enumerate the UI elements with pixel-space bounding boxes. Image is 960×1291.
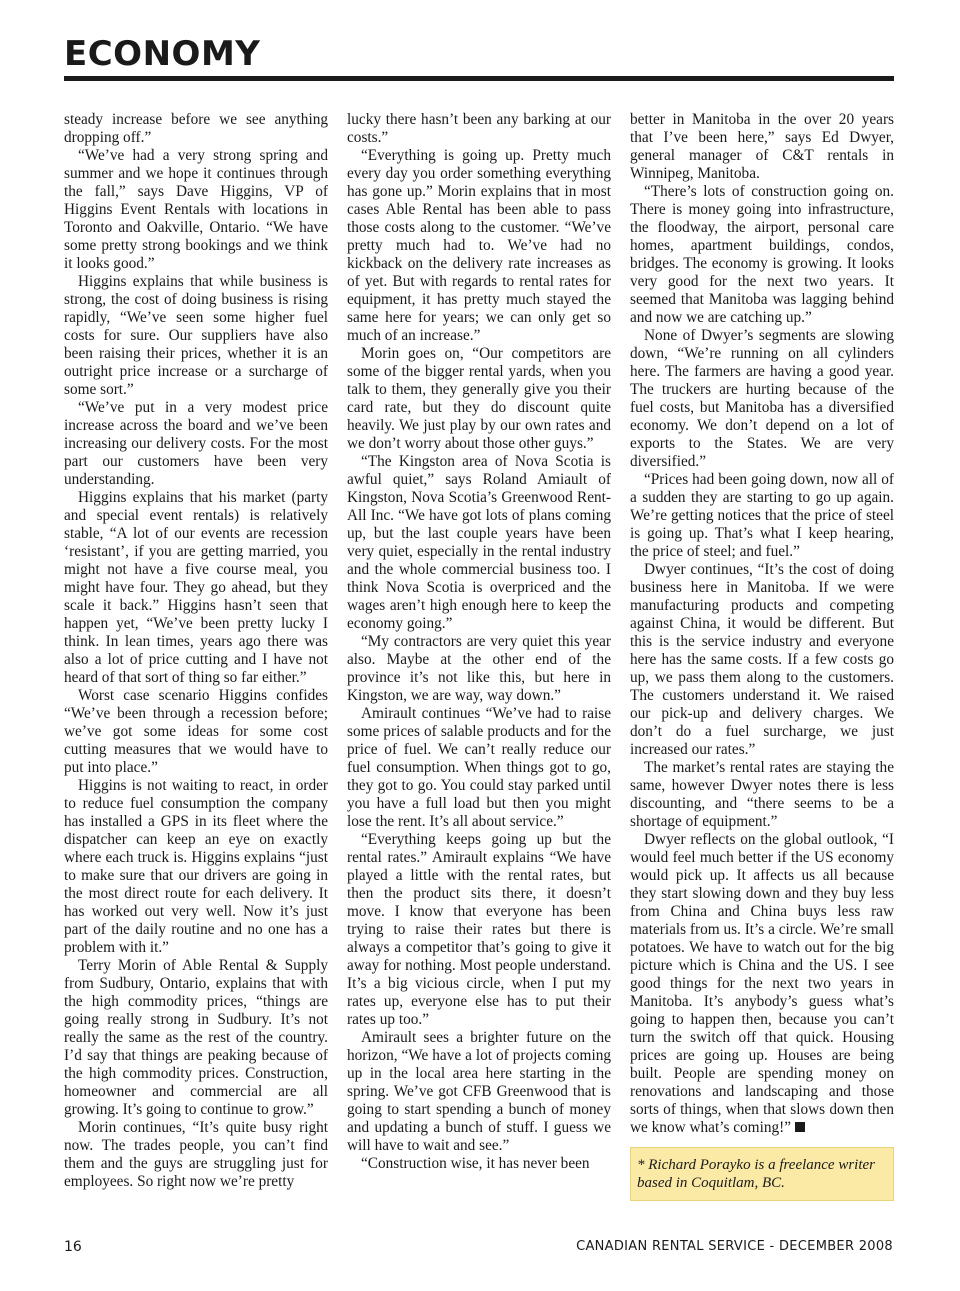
article-paragraph [64, 147, 328, 273]
article-paragraph [64, 273, 328, 399]
article-paragraph [64, 777, 328, 957]
paragraph-text: “My contractors are very quiet this year also. Maybe at the other end of the province it’s not like this, but here in Kingston, we are way, way down.” [347, 633, 611, 704]
article-paragraph [347, 633, 611, 705]
paragraph-text: “Prices had been going down, now all of a sudden they are starting to go up again. We’re getting notices that the price of steel is going up. That’s what I keep hearing, the price of steel; and fuel.” [630, 471, 894, 560]
article-paragraph [347, 1029, 611, 1155]
paragraph-text: Morin continues, “It’s quite busy right now. The trades people, you can’t find them and the guys are struggling just for employees. So right now we’re pretty [64, 1119, 328, 1190]
paragraph-text: Terry Morin of Able Rental & Supply from Sudbury, Ontario, explains that with the high commodity prices, “things are going really strong in Sudbury. It’s not really the same as the rest of the country. I’d say that things are peaking because of the high commodity prices. Construction, homeowner and commercial are all growing. It’s going to continue to grow.” [64, 957, 328, 1118]
paragraph-text: Dwyer reflects on the global outlook, “I would feel much better if the US economy would pick up. It affects us all because they start slowing down and they buy less from China and China buys less raw materials from us. It’s a circle. We’re small potatoes. We have to watch out for the big picture which is China and the US. I see good things for the next two years in Manitoba. It’s anybody’s guess what’s going to happen then, because you can’t turn the switch off that quick. Housing prices are going up. Houses are being built. People are spending money on renovations and landscaping and those sorts of things, when that slows down then we know what’s coming!” [630, 831, 894, 1136]
header-rule [64, 76, 894, 81]
publication-footer: CANADIAN RENTAL SERVICE - DECEMBER 2008 [576, 1239, 893, 1254]
paragraph-text: “We’ve put in a very modest price increase across the board and we’ve been increasing our delivery costs. For the most part our customers have been very understanding. [64, 399, 328, 488]
paragraph-text: “Construction wise, it has never been [361, 1155, 590, 1172]
paragraph-text: lucky there hasn’t been any barking at our costs.” [347, 111, 611, 146]
author-note: * Richard Porayko is a freelance writer based in Coquitlam, BC. [637, 1157, 876, 1191]
article-paragraph [64, 489, 328, 687]
paragraph-text: Worst case scenario Higgins confides “We’ve been through a recession before; we’ve got some ideas for some cost cutting measures that we would have to put into place.” [64, 687, 328, 776]
article-column-1 [64, 111, 328, 1191]
article-paragraph [630, 561, 894, 759]
article-paragraph [347, 147, 611, 345]
paragraph-text: Amirault sees a brighter future on the horizon, “We have a lot of projects coming up in the local area here starting in the spring. We’ve got CFB Greenwood that is going to start spending a bunch of money and updating a bunch of stuff. I guess we will have to wait and see.” [347, 1029, 611, 1154]
paragraph-text: Morin goes on, “Our competitors are some of the bigger rental yards, when you talk to them, they generally give you their card rate, but they do discount quite heavily. We just play by our own rates and we don’t worry about those other guys.” [347, 345, 611, 452]
paragraph-text: The market’s rental rates are staying the same, however Dwyer notes there is less discounting, and “there seems to be a shortage of equipment.” [630, 759, 894, 830]
article-column-3 [630, 111, 894, 1201]
article-paragraph [64, 111, 328, 147]
section-title: ECONOMY [64, 34, 261, 74]
article-paragraph [64, 1119, 328, 1191]
article-paragraph [347, 453, 611, 633]
paragraph-text: Higgins explains that while business is strong, the cost of doing business is rising rapidly, “We’ve seen some higher fuel costs for sure. Our suppliers have also been raising their prices, whether it is an outright price increase or a surcharge of some sort.” [64, 273, 328, 398]
article-paragraph [64, 687, 328, 777]
article-column-3-paragraphs [630, 111, 894, 1137]
paragraph-text: “Everything keeps going up but the rental rates.” Amirault explains “We have played a little with the rental rates, but then the product sits there, it doesn’t move. I know that everyone has been trying to raise their rates but there is always a competitor that’s going to give it away for nothing. Most people understand. It’s a big vicious circle, when I put my rates up, everyone else has to put their rates up too.” [347, 831, 611, 1028]
article-paragraph [347, 705, 611, 831]
paragraph-text: None of Dwyer’s segments are slowing down, “We’re running on all cylinders here. The farmers are having a good year. The truckers are hurting because of the fuel costs, but Manitoba has a diversified economy. We don’t depend on a lot of exports to the States. We are very diversified.” [630, 327, 894, 470]
article-paragraph [347, 345, 611, 453]
paragraph-text: Higgins explains that his market (party and special event rentals) is relatively stable, “A lot of our events are recession ‘resistant’, if you are getting married, you might not have a five course meal, you might have four. They go ahead, but they scale it back.” Higgins hasn’t seen that happen yet, “We’ve been pretty lucky I think. In lean times, years ago there was also a lot of price cutting and I have not heard of that sort of thing so far either.” [64, 489, 328, 686]
paragraph-text: better in Manitoba in the over 20 years that I’ve been here,” says Ed Dwyer, general manager of C&T rentals in Winnipeg, Manitoba. [630, 111, 894, 182]
article-paragraph [630, 831, 894, 1137]
paragraph-text: steady increase before we see anything dropping off.” [64, 111, 328, 146]
paragraph-text: “We’ve had a very strong spring and summer and we hope it continues through the fall,” says Dave Higgins, VP of Higgins Event Rentals with locations in Toronto and Oakville, Ontario. “We have some pretty strong bookings and we think it looks good.” [64, 147, 328, 272]
article-paragraph [630, 183, 894, 327]
paragraph-text: Dwyer continues, “It’s the cost of doing business here in Manitoba. If we were manufacturing products and competing against China, it would be different. But this is the service industry and everyone here has the same costs. If a few costs go up, we pass them along to the customers. The customers understand it. We raised our pick-up and delivery charges. We don’t do a fuel surcharge, we just increased our rates.” [630, 561, 894, 758]
article-paragraph [64, 957, 328, 1119]
article-paragraph [630, 471, 894, 561]
article-paragraph [347, 111, 611, 147]
article-paragraph [630, 759, 894, 831]
paragraph-text: “Everything is going up. Pretty much every day you order something everything has gone up.” Morin explains that in most cases Able Rental has been able to pass those costs along to the customer. “We’ve pretty much had to. We’ve had no kickback on the delivery rate increases as of yet. But with regards to rental rates for equipment, it has pretty much stayed the same here for years; we can only get so much of an increase.” [347, 147, 611, 344]
author-note-box [630, 1147, 894, 1201]
page-number: 16 [64, 1239, 82, 1255]
article-paragraph [347, 831, 611, 1029]
end-of-article-mark [795, 1122, 805, 1132]
article-paragraph [64, 399, 328, 489]
article-paragraph [347, 1155, 611, 1173]
article-paragraph [630, 327, 894, 471]
article-column-2 [347, 111, 611, 1173]
paragraph-text: Amirault continues “We’ve had to raise some prices of salable products and for the price of fuel. We can’t really reduce our fuel consumption. When things got to go, they got to go. You could stay parked until you have a full load but then you might lose the rent. It’s all about service.” [347, 705, 611, 830]
paragraph-text: Higgins is not waiting to react, in order to reduce fuel consumption the company has installed a GPS in its fleet where the dispatcher can keep an eye on exactly where each truck is. Higgins explains “just to make sure that our drivers are going in the most direct route for each delivery. It has worked out very well. Now it’s just part of the daily routine and no one has a problem with it.” [64, 777, 328, 956]
article-paragraph [630, 111, 894, 183]
paragraph-text: “There’s lots of construction going on. There is money going into infrastructure, the floodway, the airport, personal care homes, apartment buildings, condos, bridges. The economy is growing. It looks very good for the next two years. It seemed that Manitoba was lagging behind and now we are catching up.” [630, 183, 894, 326]
paragraph-text: “The Kingston area of Nova Scotia is awful quiet,” says Roland Amiault of Kingston, Nova Scotia’s Greenwood Rent-All Inc. “We have got lots of plans coming up, but the last couple years have been very quiet, especially in the rental industry and the whole commercial business too. I think Nova Scotia is overpriced and the wages aren’t high enough here to keep the economy going.” [347, 453, 611, 632]
